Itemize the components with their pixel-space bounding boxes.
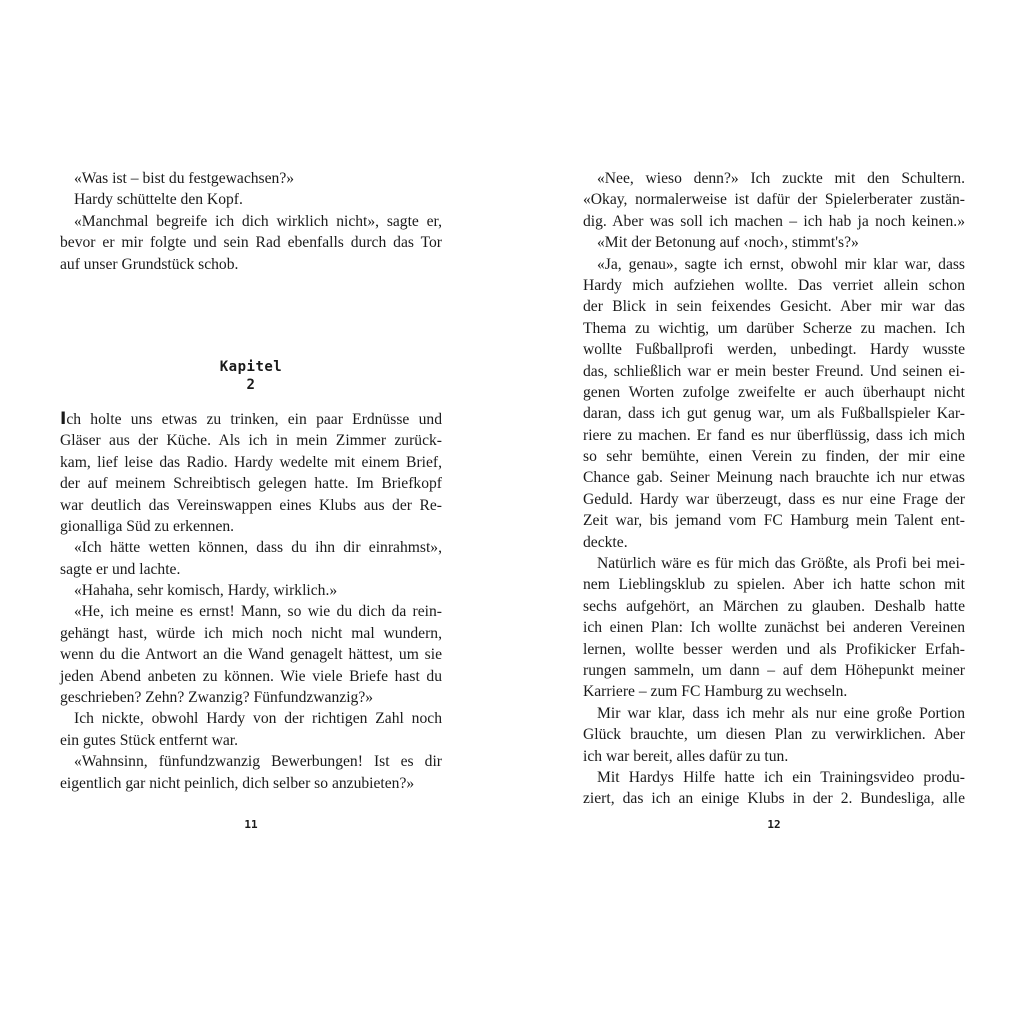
chapter-heading bbox=[60, 358, 442, 394]
chapter-number: 2 bbox=[246, 376, 256, 393]
text-line: das, schließlich war er mein bester Freund. Und seinen ei- bbox=[583, 362, 965, 380]
text-line: jeden Abend anbeten zu können. Wie viele Briefe hast du bbox=[60, 667, 442, 685]
left-text-before-chapter bbox=[60, 168, 442, 275]
text-line: ich war bereit, alles dafür zu tun. bbox=[583, 747, 789, 765]
text-line: wenn du die Antwort an die Wand genagelt hättest, um sie bbox=[60, 646, 442, 664]
text-line: kam, lief leise das Radio. Hardy wedelte mit einem Brief, bbox=[60, 453, 442, 471]
text-line: «Manchmal begreife ich dich wirklich nicht», sagte er, bbox=[74, 212, 442, 230]
text-line: Glück brauchte, um diesen Plan zu verwirklichen. Aber bbox=[583, 726, 965, 744]
text-line: «Hahaha, sehr komisch, Hardy, wirklich.» bbox=[74, 582, 338, 600]
text-line: lernen, wollte besser werden und als Profikicker Erfah- bbox=[583, 640, 965, 658]
text-line: wollte Fußballprofi werden, unbedingt. Hardy wusste bbox=[583, 341, 965, 359]
text-line: «Ich hätte wetten können, dass du ihn dir einrahmst», bbox=[74, 539, 442, 557]
text-line: «Mit der Betonung auf ‹noch›, stimmt's?» bbox=[597, 234, 859, 252]
drop-cap: I bbox=[60, 408, 67, 429]
text-line: «Nee, wieso denn?» Ich zuckte mit den Schultern. bbox=[597, 170, 965, 187]
text-line: Mit Hardys Hilfe hatte ich ein Trainingsvideo produ- bbox=[597, 768, 965, 786]
text-line: geschrieben? Zehn? Zwanzig? Fünfundzwanzig?» bbox=[60, 689, 374, 707]
right-text bbox=[583, 168, 965, 810]
text-line: genen Worten zufolge zweifelte er auch überhaupt nicht bbox=[583, 383, 965, 401]
text-line: daran, dass ich gut genug war, um als Fußballspieler Kar- bbox=[583, 405, 965, 423]
text-line: Mir war klar, dass ich mehr als nur eine große Portion bbox=[597, 704, 965, 722]
text-line: ziert, das ich an einige Klubs in der 2. Bundesliga, alle bbox=[583, 790, 965, 808]
text-line: «Okay, normalerweise ist dafür der Spielerberater zustän- bbox=[583, 191, 965, 209]
text-line: so sehr bemühte, einen Verein zu finden, der mir eine bbox=[583, 448, 965, 466]
text-line: sagte er und lachte. bbox=[60, 560, 181, 578]
first-line-text: ch holte uns etwas zu trinken, ein paar Erdnüsse und bbox=[66, 410, 442, 428]
text-line: gehängt hast, würde ich mich noch nicht mal wundern, bbox=[60, 624, 442, 642]
text-line: Gläser aus der Küche. Als ich in mein Zimmer zurück- bbox=[60, 432, 442, 450]
left-text-after-chapter bbox=[60, 430, 442, 794]
text-line: Hardy mich aufziehen wollte. Das verriet allein schon bbox=[583, 276, 965, 294]
text-line: riere zu machen. Er fand es nur überflüssig, dass ich mich bbox=[583, 426, 965, 444]
text-line: auf unser Grundstück schob. bbox=[60, 255, 239, 273]
text-line: ein gutes Stück entfernt war. bbox=[60, 731, 238, 749]
text-line: Natürlich wäre es für mich das Größte, als Profi bei mei- bbox=[597, 555, 965, 573]
text-line: Zeit war, bis jemand vom FC Hamburg mein Talent ent- bbox=[583, 512, 965, 530]
text-line: dig. Aber was soll ich machen – ich hab ja noch keinen.» bbox=[583, 212, 965, 230]
text-line: Geduld. Hardy war überzeugt, dass es nur eine Frage der bbox=[583, 490, 965, 508]
text-line: deckte. bbox=[583, 533, 628, 551]
text-line: eigentlich gar nicht peinlich, dich selber so anzubieten?» bbox=[60, 774, 415, 792]
text-line: Chance gab. Seiner Meinung nach brauchte ich nur etwas bbox=[583, 469, 965, 487]
text-line: gionalliga Süd zu erkennen. bbox=[60, 517, 235, 535]
text-line: Karriere – zum FC Hamburg zu wechseln. bbox=[583, 683, 848, 701]
text-line: Thema zu wichtig, um darüber Scherze zu machen. Ich bbox=[583, 319, 965, 337]
text-line: der Blick in sein feixendes Gesicht. Aber mir war das bbox=[583, 298, 965, 316]
chapter-label: Kapitel bbox=[219, 358, 283, 375]
text-line: rungen sammeln, um dann – auf dem Höhepunkt meiner bbox=[583, 661, 965, 679]
right-page bbox=[583, 168, 965, 810]
page-number-left: 11 bbox=[244, 818, 258, 831]
chapter-first-line bbox=[60, 409, 442, 430]
left-page bbox=[60, 168, 442, 794]
text-line: Hardy schüttelte den Kopf. bbox=[74, 191, 243, 209]
text-line: ich einen Plan: Ich wollte zunächst bei anderen Vereinen bbox=[583, 619, 965, 637]
text-line: Ich nickte, obwohl Hardy von der richtigen Zahl noch bbox=[74, 710, 442, 728]
text-line: nem Lieblingsklub zu spielen. Aber ich hatte schon mit bbox=[583, 576, 965, 594]
page-number-right: 12 bbox=[767, 818, 781, 831]
text-line: «He, ich meine es ernst! Mann, so wie du dich da rein- bbox=[74, 603, 442, 621]
text-line: «Wahnsinn, fünfundzwanzig Bewerbungen! Ist es dir bbox=[74, 753, 442, 771]
text-line: sechs aufgehört, an Märchen zu glauben. Deshalb hatte bbox=[583, 597, 965, 615]
text-line: bevor er mir folgte und sein Rad ebenfalls durch das Tor bbox=[60, 234, 442, 252]
text-line: «Was ist – bist du festgewachsen?» bbox=[74, 170, 295, 187]
text-line: «Ja, genau», sagte ich ernst, obwohl mir klar war, dass bbox=[597, 255, 965, 273]
text-line: der auf meinem Schreibtisch gelegen hatte. Im Briefkopf bbox=[60, 475, 442, 493]
text-line: war deutlich das Vereinswappen eines Klubs aus der Re- bbox=[60, 496, 442, 514]
